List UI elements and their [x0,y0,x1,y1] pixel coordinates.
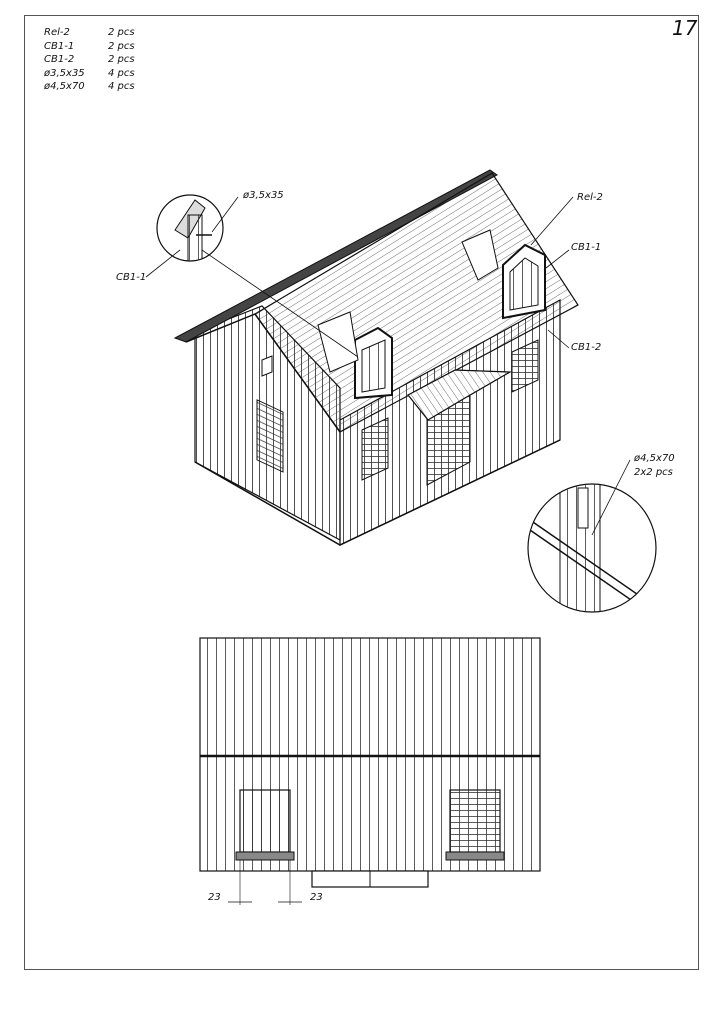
part-name: ø4,5x70 [44,81,85,92]
callout-screw-small: ø3,5x35 [243,190,284,201]
elevation-sill-left [236,852,294,860]
leader-rel-2 [531,197,573,245]
detail-circle-a [157,195,223,275]
callout-cb1-1-right: CB1-1 [571,242,602,253]
part-qty: 2 pcs [108,40,135,52]
dimension-left: 23 [208,892,221,903]
part-qty: 2 pcs [108,54,135,65]
part-name: ø3,5x35 [44,67,85,79]
isometric-house [175,170,578,545]
leader-cb1-1-left [146,250,180,277]
dimension-right: 23 [310,892,323,903]
callout-screw-large-qty: 2x2 pcs [634,467,673,478]
left-vent [262,356,272,376]
part-qty: 4 pcs [108,81,135,92]
callout-cb1-1-left: CB1-1 [116,272,147,283]
page-number: 17 [672,16,698,40]
part-qty: 2 pcs [108,27,135,38]
elevation-window-left [240,790,290,852]
part-name: Rel-2 [44,27,70,38]
leader-cb1-1-right [546,250,569,268]
part-qty: 4 pcs [108,67,135,79]
part-name: CB1-2 [44,54,75,65]
detail-circle-b [528,480,660,620]
left-window [257,400,283,472]
callout-rel-2: Rel-2 [577,192,603,203]
front-elevation [200,638,540,905]
callout-screw-large: ø4,5x70 [634,453,675,464]
callout-cb1-2: CB1-2 [571,342,602,353]
elevation-window-right [450,790,500,852]
elevation-sill-right [446,852,504,860]
part-name: CB1-1 [44,40,75,52]
